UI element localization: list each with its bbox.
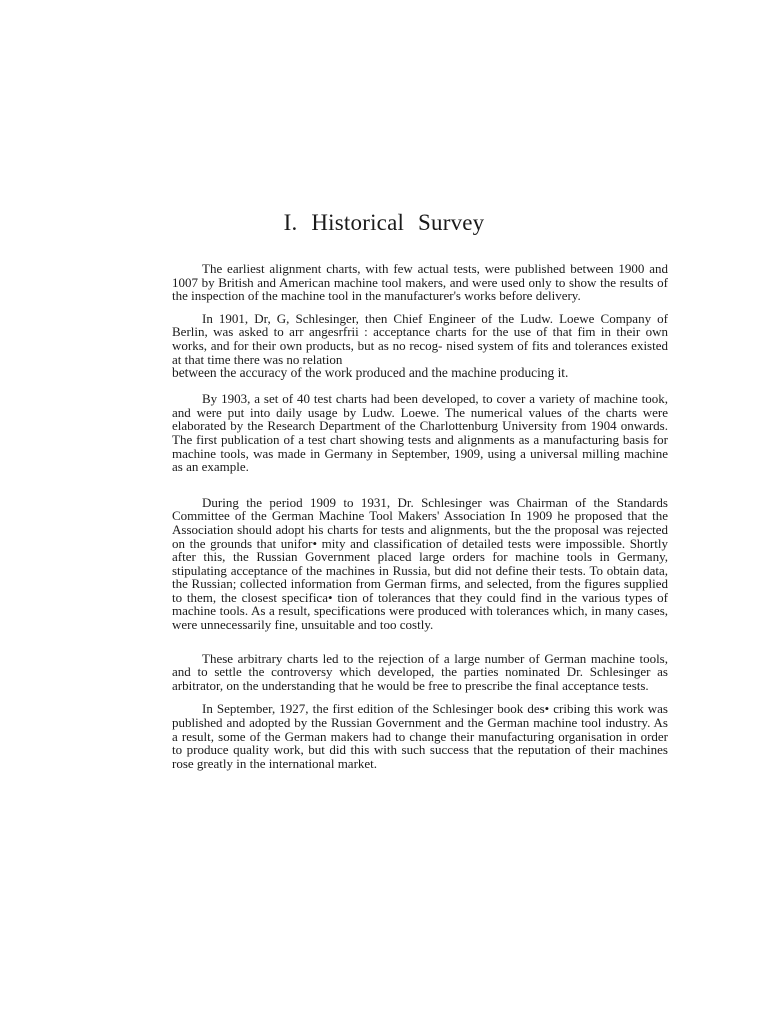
paragraph-2: In 1901, Dr, G, Schlesinger, then Chief Engineer of the Ludw. Loewe Company of Berlin, was asked to arr angesrfrii : acceptance charts for the use of that fim in their own works, and for their own products, but as no recog- nised system of fits and tolerances existed at that time there was no relation (172, 310, 668, 367)
paragraph-1: The earliest alignment charts, with few actual tests, were published between 1900 and 1007 by British and American machine tool makers, and were used only to show the results of the inspection of the machine tool in the manufacturer's works before delivery. (172, 261, 668, 304)
page-title: I. Historical Survey (283, 210, 485, 235)
paragraph-4: During the period 1909 to 1931, Dr. Schlesinger was Chairman of the Standards Committee of the German Machine Tool Makers' Association In 1909 he proposed that the Association should adopt his charts for tests and alignments, but the the proposal was rejected on the grounds that unifor• mity and classification of detailed tests were impossible. Shortly after this, the Russian Government placed large orders for machine tools in Germany, stipulating acceptance of the machines in Russia, but did not define their tests. To obtain data, the Russian; collected information from German firms, and selected, from the figures supplied to them, the closest specifica• tion of tolerances that they could find in the various types of machine tools. As a result, specifications were produced with tolerances which, in many cases, were unnecessarily fine, unsuitable and too costly. (172, 494, 668, 633)
paragraph-3: By 1903, a set of 40 test charts had been developed, to cover a variety of machine took, and were put into daily usage by Ludw. Loewe. The numerical values of the charts were elaborated by the Research Department of the Charlottenburg University from 1904 onwards. The first publication of a test chart showing tests and alignments as a manufacturing basis for machine tools, was made in Germany in September, 1909, using a universal milling machine as an example. (172, 391, 668, 475)
paragraph-5: These arbitrary charts led to the rejection of a large number of German machine tools, and to settle the controversy which developed, the parties nominated Dr. Schlesinger as arbitrator, on the understanding that he would be free to prescribe the final acceptance tests. (172, 650, 668, 693)
paragraph-2-continuation: between the accuracy of the work produced and the machine producing it. (172, 365, 569, 381)
body-text (172, 262, 668, 770)
paragraph-6: In September, 1927, the first edition of the Schlesinger book des• cribing this work was published and adopted by the Russian Government and the German machine tool industry. As a result, some of the German makers had to change their manufacturing organisation in order to produce quality work, but did this with such success that the reputation of their machines rose greatly in the international market. (172, 701, 668, 771)
